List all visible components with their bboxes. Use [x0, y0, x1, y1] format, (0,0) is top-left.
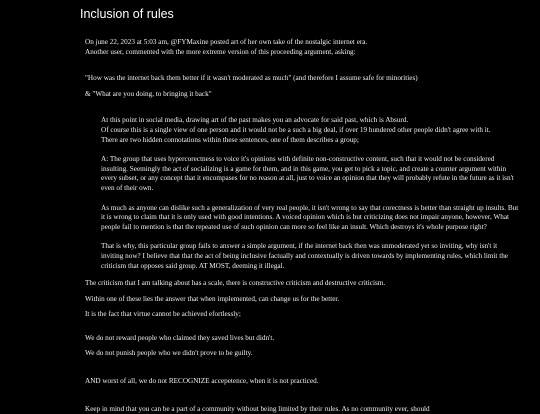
body-line-3: It is the fact that virtue cannot be achieved efortlessly; — [85, 310, 241, 319]
body-line-2: Within one of these lies the answer that when implemented, can change us for the better. — [85, 294, 340, 303]
reward-line-1: We do not reward people who claimed they saved lives but didn't. — [85, 333, 275, 342]
intro-line-1: On june 22, 2023 at 5:03 am, @FYMaxine posted art of her own take of the nostalgic internet era. — [85, 38, 368, 46]
intro-line-2: Another user, commented with the more extreme version of this proceeding argument, asking: — [85, 47, 356, 56]
quote-2: & "What are you doing, to bringing it back" — [85, 89, 212, 98]
quote-1: "How was the internet back them better if it wasn't moderated as much" (and therefore I assume safe for minorities) — [85, 74, 418, 83]
worst-line: AND worst of all, we do not RECOGNIZE accepetence, when it is not practiced. — [85, 377, 319, 386]
reward-line-2: We do not punish people who we didn't prove to be guilty. — [85, 349, 253, 358]
page-title: Inclusion of rules — [80, 7, 174, 21]
indented-section — [85, 116, 521, 271]
article-body — [85, 38, 530, 414]
body-line-1: The criticism that I am talking about has a scale, there is constructive criticism and destructive criticism. — [85, 279, 386, 288]
indented-paragraph-4: That is why, this particular group fails to answer a simple argument, if the internet back then was unmoderated yet so inviting, why isn't it inviting now? I believe that that the act of being inclusive factually and contextually is driven towards by implementing rules, which limit the criticism that opposes said group. AT MOST, deeming it illegal. — [101, 242, 508, 270]
indented-paragraph-2: A: The group that uses hypercorectness to voice it's opinions with definite non-constructive content, such that it would not be considered insulting. Seemingly the act of socializing is a game for them, and in this game, you get to pick a topic, and create a counter argument within every subset, or any concept that it encompases for no reason at all, just to voice an opinion that they will probably refute in the future as it isn't even of their own. — [101, 155, 514, 192]
indented-paragraph-1: At this point in social media, drawing art of the past makes you an advocate for said past, which is Absurd. Of course this is a single view of one person and it would not be a such a big deal, if over 19 hundered other people didn't agree with it. There are two hidden connotations within these sentences, one of them describes a group; — [101, 116, 491, 144]
closing-line: Keep in mind that you can be a part of a community without being limited by their rules. As no community ever, should — [85, 404, 430, 413]
indented-paragraph-3: As much as anyone can dislike such a generalization of very real people, it isn't wrong to say that corectness is better than straight up insults. But it is wrong to claim that it is only used with good intentions. A voiced opinion which is but criticizing does not impair anyone, however, What people fail to mention is that the repeated use of such opinion can more so feel like an insult. Which destroys it's whole purpose right? — [101, 203, 519, 231]
